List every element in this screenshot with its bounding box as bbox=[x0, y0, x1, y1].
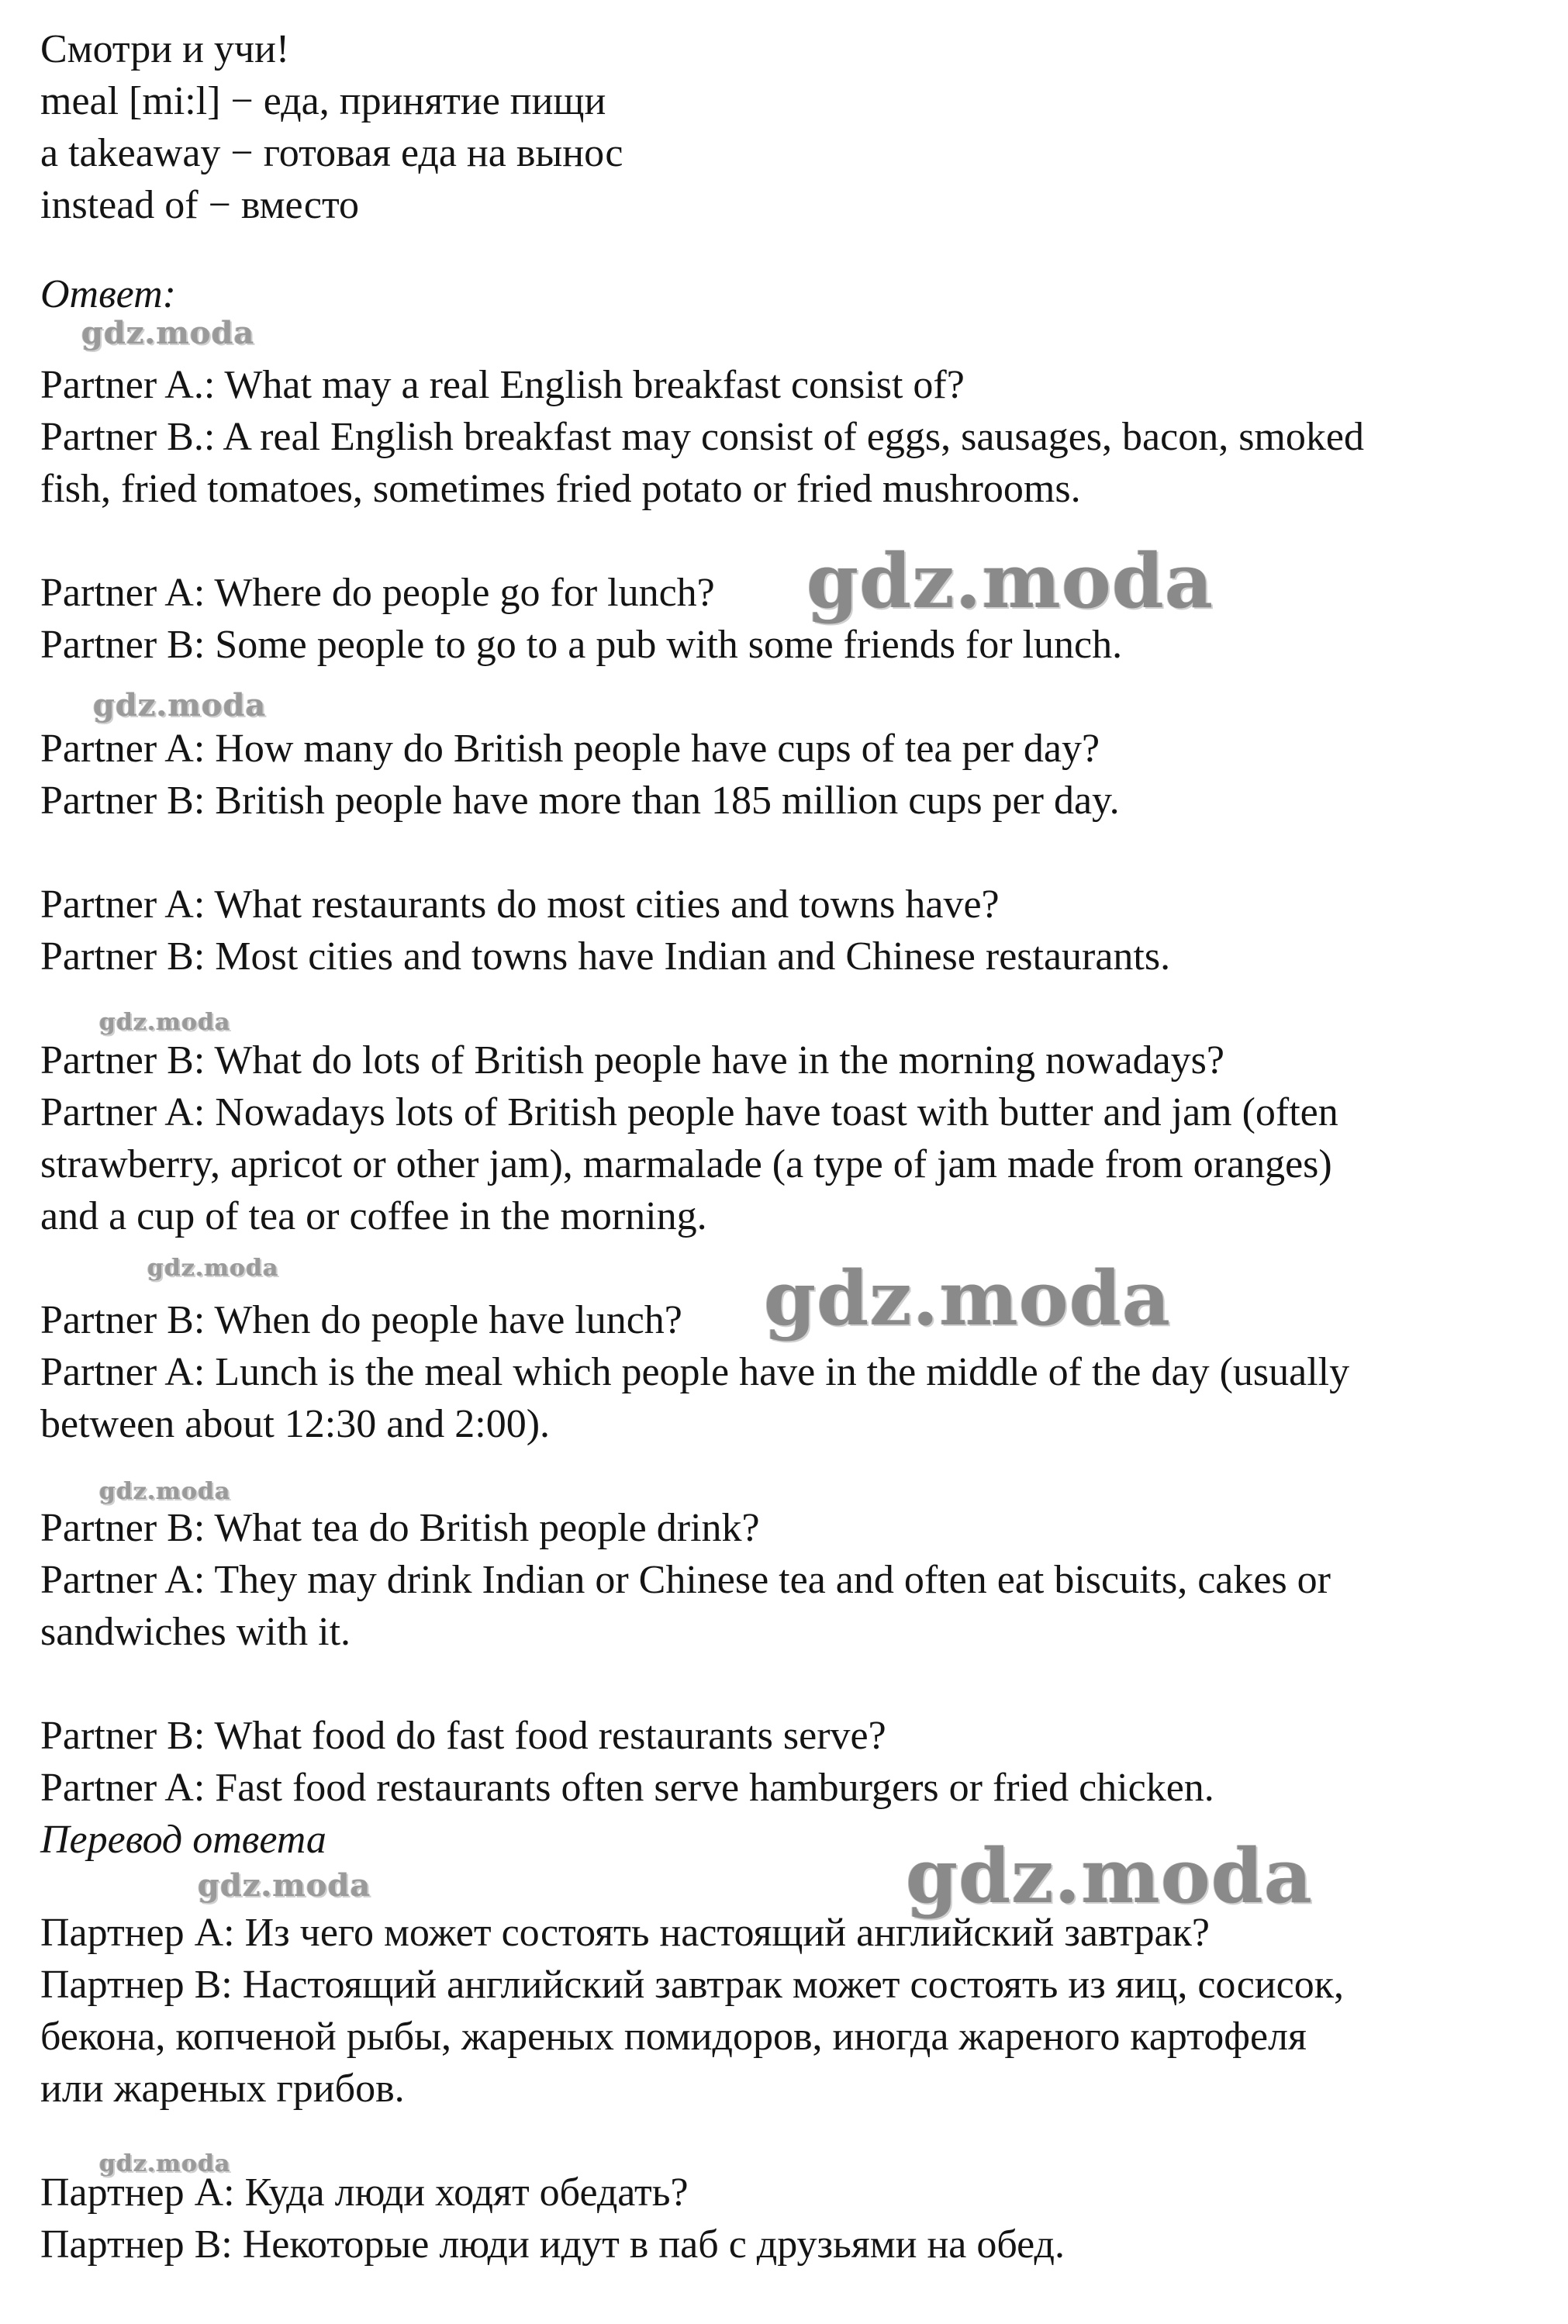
watermark-logo: gdz.moda bbox=[764, 1255, 1172, 1342]
dialogue-line: Partner B: When do people have lunch? bbox=[40, 1298, 682, 1342]
dialogue-line: Partner A: They may drink Indian or Chinese tea and often eat biscuits, cakes or bbox=[40, 1558, 1331, 1602]
translation-line: Партнер B: Некоторые люди идут в паб с друзьями на обед. bbox=[40, 2222, 1065, 2267]
watermark-logo: gdz.moda bbox=[99, 2150, 231, 2177]
translation-line: или жареных грибов. bbox=[40, 2067, 405, 2111]
dialogue-line: and a cup of tea or coffee in the morning. bbox=[40, 1194, 707, 1238]
dialogue-line: Partner A: Where do people go for lunch? bbox=[40, 571, 715, 615]
dialogue-line: Partner B: What tea do British people drink? bbox=[40, 1506, 760, 1550]
dialogue-line: sandwiches with it. bbox=[40, 1610, 351, 1654]
dialogue-line: between about 12:30 and 2:00). bbox=[40, 1402, 551, 1446]
dialogue-line: Partner B: British people have more than 185 million cups per day. bbox=[40, 779, 1120, 823]
watermark-logo: gdz.moda bbox=[806, 537, 1214, 625]
watermark-logo: gdz.moda bbox=[81, 315, 255, 351]
dialogue-line: strawberry, apricot or other jam), marmalade (a type of jam made from oranges) bbox=[40, 1142, 1332, 1186]
dialogue-line: Partner A: What restaurants do most cities and towns have? bbox=[40, 882, 1000, 927]
translation-line: Партнер A: Куда люди ходят обедать? bbox=[40, 2170, 689, 2215]
answer-heading: Ответ: bbox=[40, 272, 176, 316]
translation-heading: Перевод ответа bbox=[40, 1818, 326, 1862]
dialogue-line: Partner A: Lunch is the meal which people have in the middle of the day (usually bbox=[40, 1350, 1350, 1394]
dialogue-line: Partner B: What do lots of British people have in the morning nowadays? bbox=[40, 1038, 1224, 1083]
dialogue-line: Partner B.: A real English breakfast may consist of eggs, sausages, bacon, smoked bbox=[40, 415, 1364, 459]
watermark-logo: gdz.moda bbox=[147, 1255, 279, 1282]
dialogue-line: Partner B: What food do fast food restaurants serve? bbox=[40, 1714, 886, 1758]
watermark-logo: gdz.moda bbox=[99, 1478, 231, 1505]
dialogue-line: Partner B: Most cities and towns have Indian and Chinese restaurants. bbox=[40, 934, 1171, 979]
dialogue-line: fish, fried tomatoes, sometimes fried potato or fried mushrooms. bbox=[40, 467, 1081, 511]
translation-line: бекона, копченой рыбы, жареных помидоров, иногда жареного картофеля bbox=[40, 2015, 1307, 2059]
vocabulary-item: meal [mi:l] − еда, принятие пищи bbox=[40, 79, 606, 123]
vocabulary-heading: Смотри и учи! bbox=[40, 27, 290, 71]
translation-line: Партнер A: Из чего может состоять настоящий английский завтрак? bbox=[40, 1911, 1210, 1955]
vocabulary-item: instead of − вместо bbox=[40, 183, 359, 227]
dialogue-line: Partner A: Fast food restaurants often serve hamburgers or fried chicken. bbox=[40, 1766, 1214, 1810]
vocabulary-item: a takeaway − готовая еда на вынос bbox=[40, 131, 623, 175]
watermark-logo: gdz.moda bbox=[99, 1009, 231, 1036]
dialogue-line: Partner A.: What may a real English breakfast consist of? bbox=[40, 363, 965, 407]
watermark-logo: gdz.moda bbox=[93, 687, 267, 723]
dialogue-line: Partner A: Nowadays lots of British people have toast with butter and jam (often bbox=[40, 1090, 1338, 1134]
watermark-logo: gdz.moda bbox=[198, 1867, 371, 1904]
watermark-logo: gdz.moda bbox=[906, 1832, 1314, 1920]
dialogue-line: Partner B: Some people to go to a pub with some friends for lunch. bbox=[40, 623, 1123, 667]
translation-line: Партнер B: Настоящий английский завтрак может состоять из яиц, сосисок, bbox=[40, 1963, 1344, 2007]
dialogue-line: Partner A: How many do British people have cups of tea per day? bbox=[40, 727, 1100, 771]
